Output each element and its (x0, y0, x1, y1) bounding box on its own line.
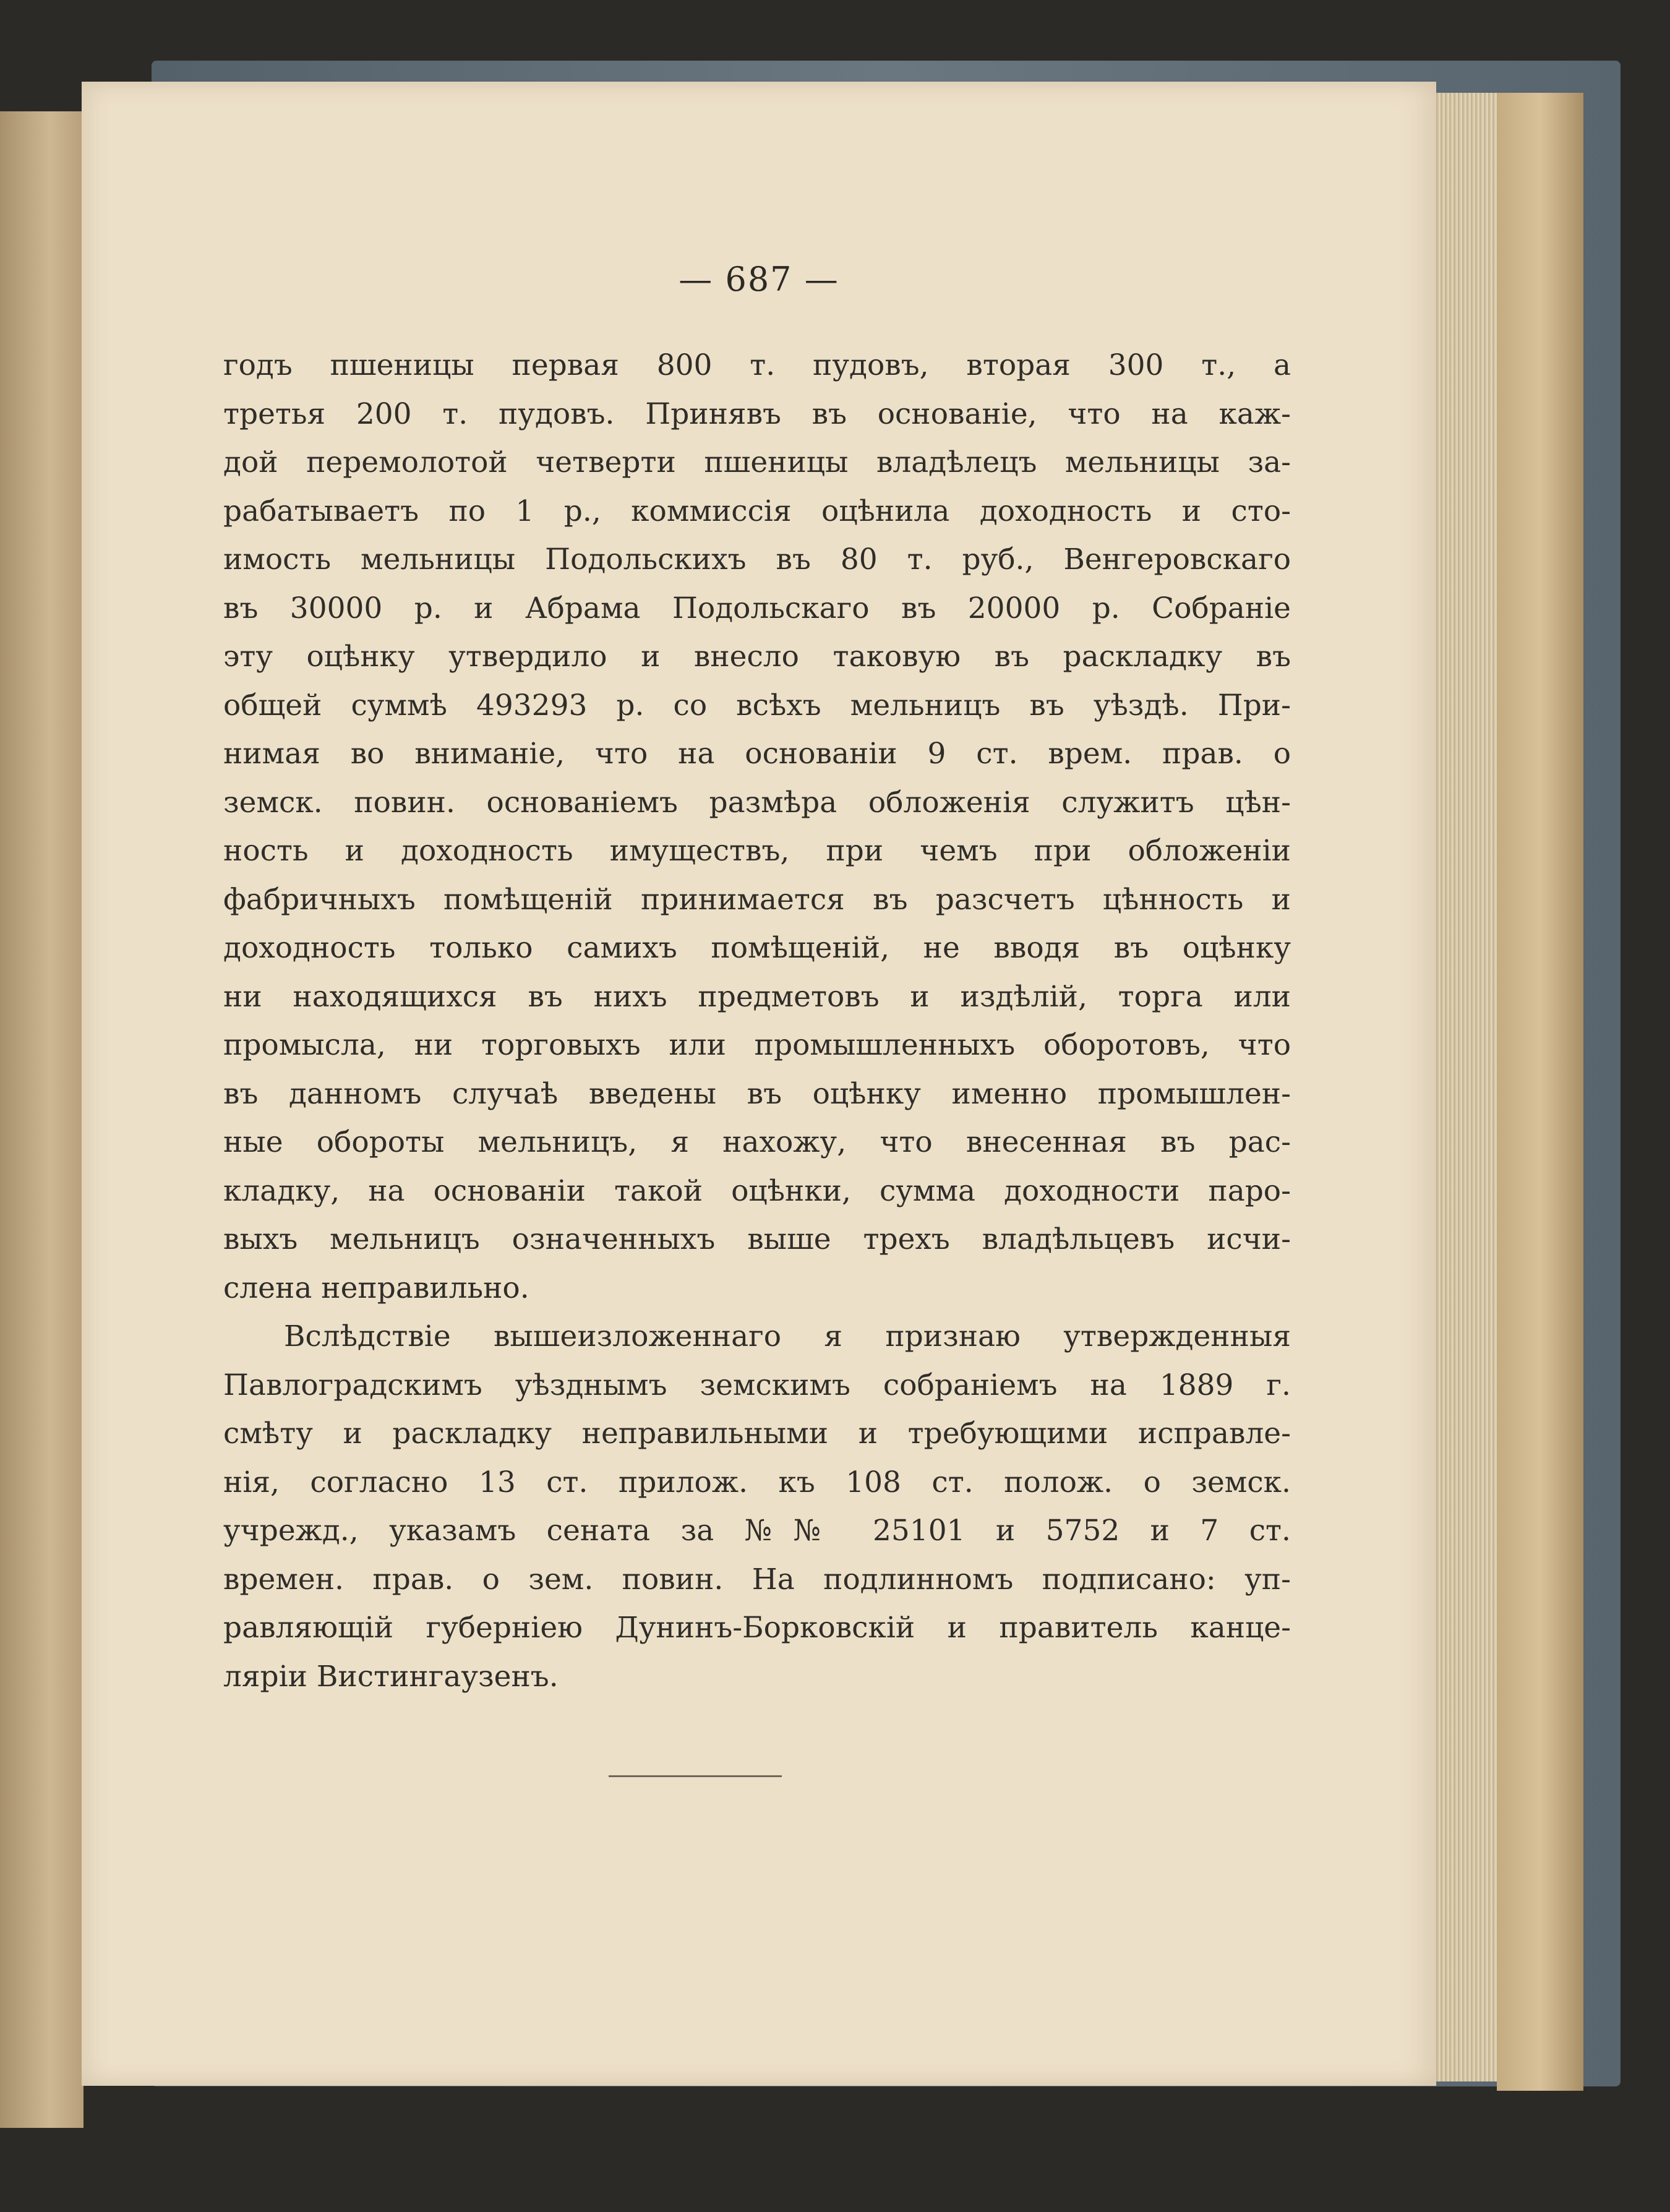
text-line: третья 200 т. пудовъ. Принявъ въ основаніе, что на каж- (223, 397, 1291, 431)
text-line: нія, согласно 13 ст. прилож. къ 108 ст. полож. о земск. (223, 1465, 1291, 1499)
text-line: нимая во вниманіе, что на основаніи 9 ст. врем. прав. о (223, 737, 1291, 771)
text-line: въ 30000 р. и Абрама Подольскаго въ 20000 р. Собраніе (223, 591, 1291, 625)
text-line: слена неправильно. (223, 1271, 529, 1305)
text-line: ляріи Вистингаузенъ. (223, 1659, 559, 1694)
text-line: времен. прав. о зем. повин. На подлинномъ подписано: уп- (223, 1562, 1291, 1597)
text-line: Павлоградскимъ уѣзднымъ земскимъ собраніемъ на 1889 г. (223, 1368, 1291, 1402)
text-line: общей суммѣ 493293 р. со всѣхъ мельницъ въ уѣздѣ. При- (223, 688, 1291, 722)
book-page (82, 82, 1436, 2086)
text-line: смѣту и раскладку неправильными и требующими исправле- (223, 1417, 1291, 1451)
text-line: эту оцѣнку утвердило и внесло таковую въ раскладку въ (223, 640, 1291, 674)
book-board-edge (1497, 93, 1583, 2091)
text-line: рабатываетъ по 1 р., коммиссія оцѣнила доходность и сто- (223, 494, 1291, 528)
text-line: ни находящихся въ нихъ предметовъ и издѣлій, торга или (223, 979, 1291, 1014)
text-line: въ данномъ случаѣ введены въ оцѣнку именно промышлен- (223, 1076, 1291, 1111)
previous-page-edge (0, 111, 84, 2128)
text-line: равляющій губерніею Дунинъ-Борковскій и правитель канце- (223, 1611, 1291, 1645)
paragraph-start-line: Вслѣдствіе вышеизложеннаго я признаю утвержденныя (284, 1319, 1291, 1353)
text-line: доходность только самихъ помѣщеній, не вводя въ оцѣнку (223, 931, 1291, 965)
text-line: земск. повин. основаніемъ размѣра обложенія служитъ цѣн- (223, 785, 1291, 820)
text-line: ные обороты мельницъ, я нахожу, что внесенная въ рас- (223, 1125, 1291, 1159)
text-line: годъ пшеницы первая 800 т. пудовъ, вторая 300 т., а (223, 348, 1291, 382)
page-text (223, 341, 1291, 1701)
text-line: кладку, на основаніи такой оцѣнки, сумма доходности паро- (223, 1173, 1291, 1208)
text-line: промысла, ни торговыхъ или промышленныхъ оборотовъ, что (223, 1028, 1291, 1062)
page-number: — 687 — (679, 260, 839, 299)
text-line: выхъ мельницъ означенныхъ выше трехъ владѣльцевъ исчи- (223, 1222, 1291, 1256)
text-line: дой перемолотой четверти пшеницы владѣлецъ мельницы за- (223, 445, 1291, 479)
text-line: ность и доходность имуществъ, при чемъ при обложеніи (223, 834, 1291, 868)
text-line: фабричныхъ помѣщеній принимается въ разсчетъ цѣнность и (223, 882, 1291, 917)
text-line: учрежд., указамъ сената за №№ 25101 и 5752 и 7 ст. (223, 1514, 1291, 1548)
text-line: имость мельницы Подольскихъ въ 80 т. руб., Венгеровскаго (223, 542, 1291, 577)
end-rule (609, 1775, 782, 1777)
